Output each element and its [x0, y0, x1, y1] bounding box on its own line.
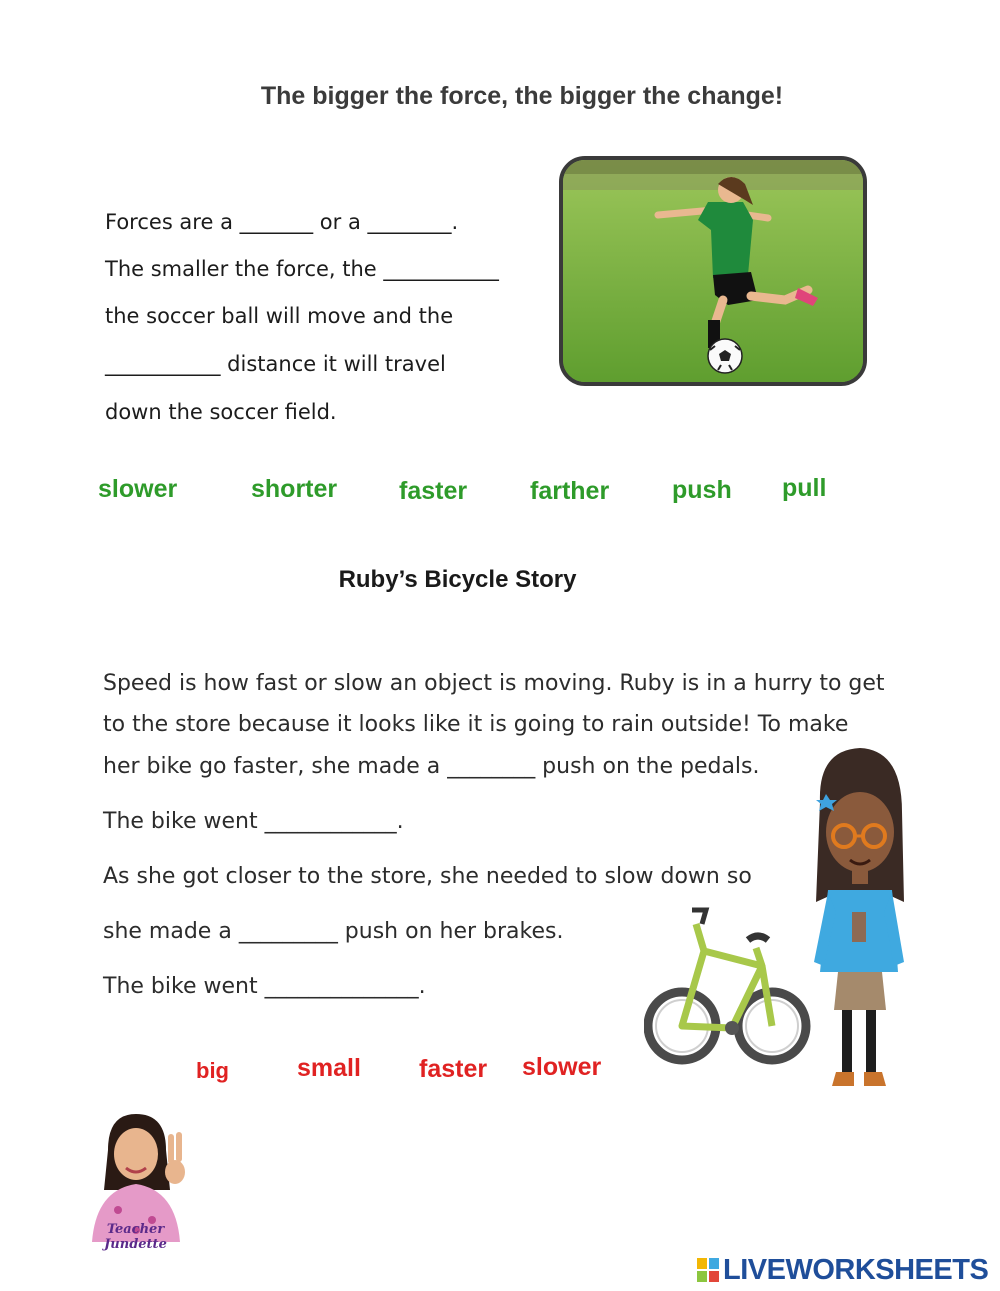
- story-title: Ruby’s Bicycle Story: [338, 566, 577, 593]
- liveworksheets-logo[interactable]: [697, 1253, 988, 1287]
- word-bank-1-item: pull: [782, 474, 827, 502]
- word-bank-2-item: small: [297, 1054, 361, 1082]
- story-line-7: The bike went ______________.: [103, 974, 426, 999]
- story-line-5: As she got closer to the store, she needed to slow down so: [103, 864, 752, 889]
- story-line-6: she made a _________ push on her brakes.: [103, 919, 564, 944]
- story-line-1: Speed is how fast or slow an object is moving. Ruby is in a hurry to get: [103, 671, 885, 696]
- word-bank-1-item: slower: [98, 475, 178, 503]
- word-bank-1-item: shorter: [251, 475, 338, 503]
- word-bank-2-item: faster: [419, 1055, 488, 1083]
- word-bank-2-item: slower: [522, 1053, 602, 1081]
- word-bank-1-item: farther: [530, 477, 610, 505]
- passage-line-4: ___________ distance it will travel: [105, 352, 446, 376]
- ruby-character-illustration: [798, 742, 918, 1092]
- passage-line-1: Forces are a _______ or a ________.: [105, 210, 459, 234]
- page-title: The bigger the force, the bigger the change!: [260, 82, 784, 110]
- teacher-signature: Teacher Jundette: [104, 1222, 167, 1252]
- word-bank-2-item: big: [196, 1058, 229, 1083]
- story-line-3: her bike go faster, she made a ________ push on the pedals.: [103, 754, 760, 779]
- story-line-4: The bike went ____________.: [103, 809, 404, 834]
- brand-name: LIVEWORKSHEETS: [723, 1253, 989, 1286]
- word-bank-1-item: push: [672, 476, 732, 504]
- word-bank-1-item: faster: [399, 477, 468, 505]
- passage-line-2: The smaller the force, the ___________: [105, 257, 499, 281]
- passage-line-3: the soccer ball will move and the: [105, 304, 454, 328]
- liveworksheets-icon: [697, 1258, 719, 1282]
- story-line-2: to the store because it looks like it is going to rain outside! To make: [103, 712, 849, 737]
- soccer-player-photo: [559, 156, 867, 386]
- bicycle-illustration: [644, 896, 814, 1096]
- passage-line-5: down the soccer field.: [105, 400, 337, 424]
